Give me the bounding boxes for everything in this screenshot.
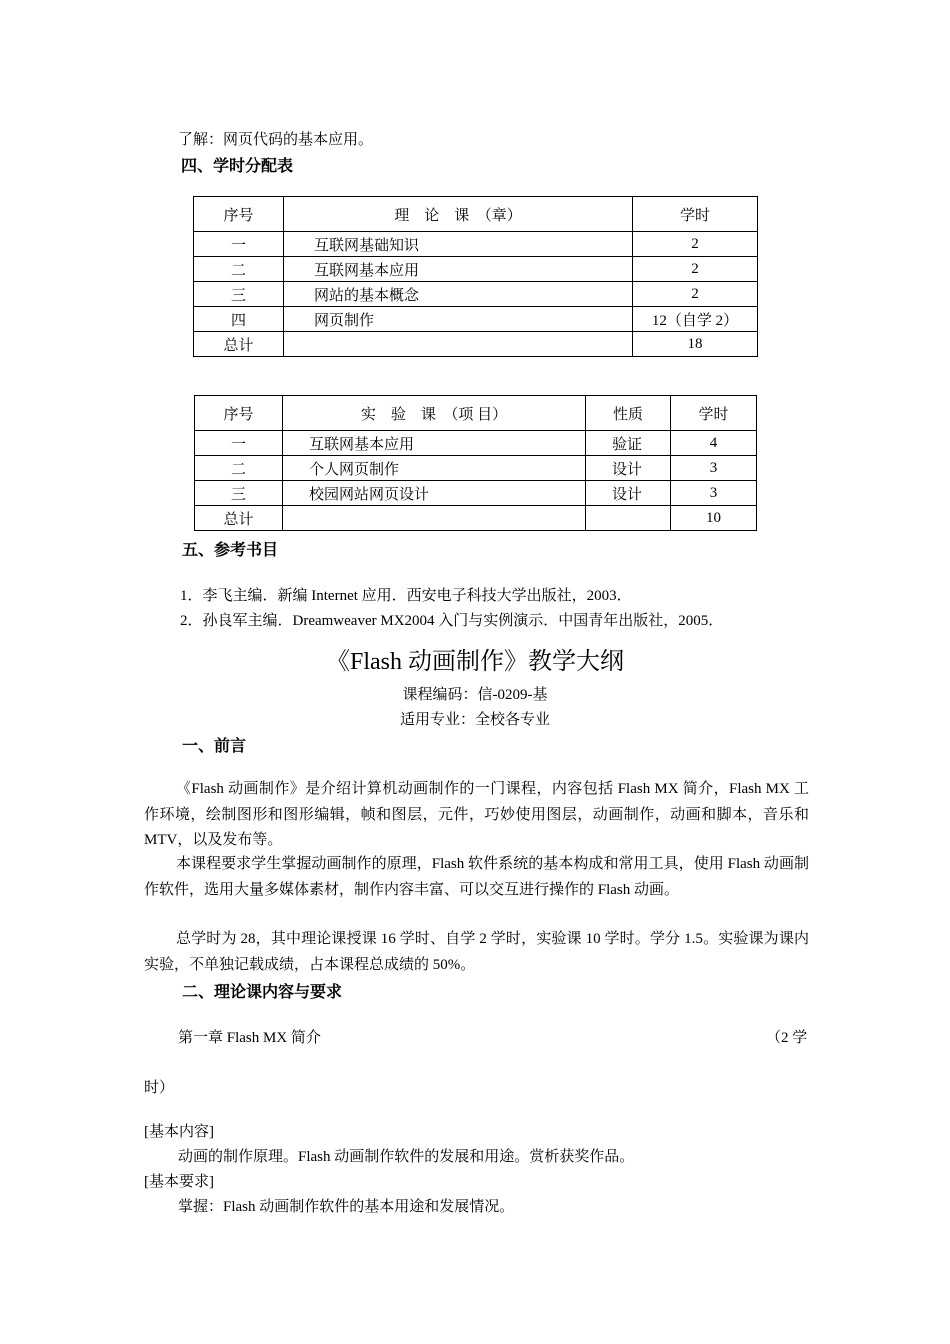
table-cell: 一 xyxy=(194,232,284,257)
total-value: 18 xyxy=(633,332,758,357)
table-cell: 互联网基本应用 xyxy=(284,257,633,282)
table-cell: 网页制作 xyxy=(284,307,633,332)
table-cell-empty xyxy=(284,332,633,357)
basic-requirement-label: [基本要求] xyxy=(144,1174,214,1190)
table-cell: 设计 xyxy=(586,481,671,506)
header-cell: 序号 xyxy=(195,396,283,431)
table-cell-empty xyxy=(283,506,586,531)
table-cell: 验证 xyxy=(586,431,671,456)
lab-hours-table xyxy=(194,395,757,531)
total-label: 总计 xyxy=(195,506,283,531)
total-label: 总计 xyxy=(194,332,284,357)
basic-content-text: 动画的制作原理。Flash 动画制作软件的发展和用途。赏析获奖作品。 xyxy=(178,1149,635,1165)
table-header-row xyxy=(195,396,757,431)
table-cell: 2 xyxy=(633,282,758,307)
header-cell: 序号 xyxy=(194,197,284,232)
table-cell: 一 xyxy=(195,431,283,456)
table-cell: 三 xyxy=(195,481,283,506)
header-cell: 学时 xyxy=(633,197,758,232)
header-cell: 理 论 课 （章） xyxy=(284,197,633,232)
table-cell: 二 xyxy=(194,257,284,282)
table-row xyxy=(195,456,757,481)
section-2-title: 二、理论课内容与要求 xyxy=(182,982,343,1001)
header-cell: 学时 xyxy=(671,396,757,431)
table-cell: 网站的基本概念 xyxy=(284,282,633,307)
table-cell: 个人网页制作 xyxy=(283,456,586,481)
table-row xyxy=(194,282,758,307)
table-cell: 校园网站网页设计 xyxy=(283,481,586,506)
table-cell: 四 xyxy=(194,307,284,332)
table-row xyxy=(195,431,757,456)
table-cell: 4 xyxy=(671,431,757,456)
table-cell: 二 xyxy=(195,456,283,481)
preface-paragraph: 本课程要求学生掌握动画制作的原理，Flash 软件系统的基本构成和常用工具，使用 Flash 动画制作软件，选用大量多媒体素材，制作内容丰富、可以交互进行操作的 Flash 动画。 xyxy=(144,856,809,898)
preface-title: 一、前言 xyxy=(182,736,247,755)
total-value: 10 xyxy=(671,506,757,531)
table-row xyxy=(194,257,758,282)
table-cell: 12（自学 2） xyxy=(633,307,758,332)
reference-item: 2．孙良军主编．Dreamweaver MX2004 入门与实例演示．中国青年出版社，2005． xyxy=(180,613,724,629)
table-total-row xyxy=(194,332,758,357)
applicable-major: 适用专业：全校各专业 xyxy=(399,712,550,728)
table-cell: 2 xyxy=(633,257,758,282)
section-5-title: 五、参考书目 xyxy=(182,540,279,559)
header-cell: 实 验 课 （项 目） xyxy=(283,396,586,431)
section-4-title: 四、学时分配表 xyxy=(181,156,294,175)
preface-paragraph: 总学时为 28，其中理论课授课 16 学时、自学 2 学时，实验课 10 学时。学分 1.5。实验课为课内实验，不单独记载成绩，占本课程总成绩的 50%。 xyxy=(144,931,809,973)
table-cell-empty xyxy=(586,506,671,531)
table-row xyxy=(195,481,757,506)
theory-hours-table xyxy=(193,196,758,357)
table-cell: 互联网基本应用 xyxy=(283,431,586,456)
table-cell: 互联网基础知识 xyxy=(284,232,633,257)
basic-content-label: [基本内容] xyxy=(144,1124,214,1140)
table-cell: 三 xyxy=(194,282,284,307)
table-row xyxy=(194,232,758,257)
table-total-row xyxy=(195,506,757,531)
chapter-1-title: 第一章 Flash MX 简介 xyxy=(178,1030,321,1046)
course-code: 课程编码：信-0209-基 xyxy=(402,687,548,703)
chapter-1-hours: （2 学 xyxy=(766,1030,808,1046)
table-cell: 3 xyxy=(671,456,757,481)
header-cell: 性质 xyxy=(586,396,671,431)
table-header-row xyxy=(194,197,758,232)
table-row xyxy=(194,307,758,332)
table-cell: 3 xyxy=(671,481,757,506)
preface-paragraph: 《Flash 动画制作》是介绍计算机动画制作的一门课程，内容包括 Flash MX 简介，Flash MX 工作环境，绘制图形和图形编辑，帧和图层，元件，巧妙使用图层，动画制作，动画和脚本，音乐和 MTV，以及发布等。 xyxy=(144,781,809,848)
chapter-1-hours-cont: 时） xyxy=(144,1080,175,1096)
basic-requirement-text: 掌握：Flash 动画制作软件的基本用途和发展情况。 xyxy=(178,1199,515,1215)
document-title: 《Flash 动画制作》教学大纲 xyxy=(325,649,624,675)
table-cell: 设计 xyxy=(586,456,671,481)
intro-line: 了解：网页代码的基本应用。 xyxy=(178,132,374,148)
reference-item: 1．李飞主编．新编 Internet 应用．西安电子科技大学出版社，2003． xyxy=(180,588,632,604)
table-cell: 2 xyxy=(633,232,758,257)
